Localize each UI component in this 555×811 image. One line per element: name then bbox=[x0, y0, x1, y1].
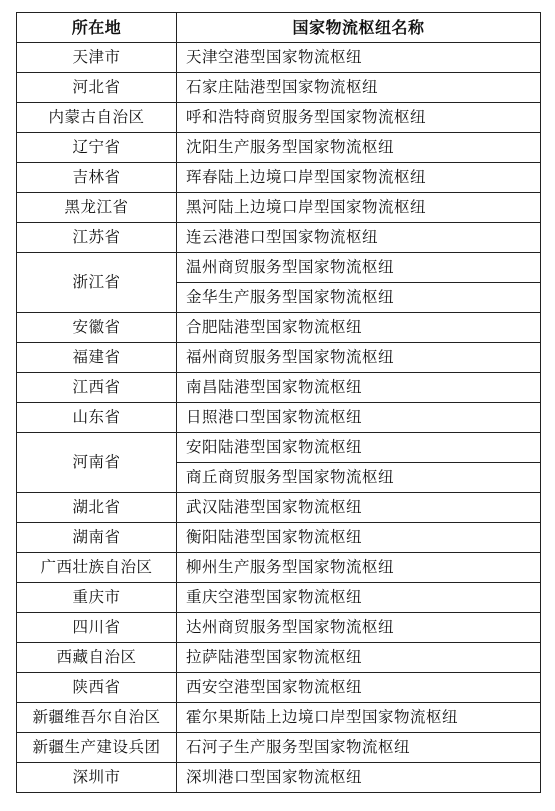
hub-name-cell: 天津空港型国家物流枢纽 bbox=[177, 43, 541, 73]
region-cell: 湖南省 bbox=[17, 523, 177, 553]
hub-name-cell: 珲春陆上边境口岸型国家物流枢纽 bbox=[177, 163, 541, 193]
table-row bbox=[17, 223, 541, 253]
region-cell: 西藏自治区 bbox=[17, 643, 177, 673]
table-row bbox=[17, 433, 541, 463]
table-row bbox=[17, 403, 541, 433]
region-cell: 湖北省 bbox=[17, 493, 177, 523]
hub-name-cell: 柳州生产服务型国家物流枢纽 bbox=[177, 553, 541, 583]
hub-name-cell: 武汉陆港型国家物流枢纽 bbox=[177, 493, 541, 523]
table-row bbox=[17, 613, 541, 643]
table-row bbox=[17, 553, 541, 583]
table-row bbox=[17, 103, 541, 133]
hub-name-cell: 重庆空港型国家物流枢纽 bbox=[177, 583, 541, 613]
table-row bbox=[17, 643, 541, 673]
table-row bbox=[17, 493, 541, 523]
table-row bbox=[17, 523, 541, 553]
region-cell: 河北省 bbox=[17, 73, 177, 103]
table-row bbox=[17, 343, 541, 373]
table-row bbox=[17, 43, 541, 73]
table-row bbox=[17, 73, 541, 103]
region-cell: 福建省 bbox=[17, 343, 177, 373]
region-cell: 江苏省 bbox=[17, 223, 177, 253]
hub-name-cell: 商丘商贸服务型国家物流枢纽 bbox=[177, 463, 541, 493]
hub-name-cell: 沈阳生产服务型国家物流枢纽 bbox=[177, 133, 541, 163]
table-row bbox=[17, 673, 541, 703]
hub-name-cell: 霍尔果斯陆上边境口岸型国家物流枢纽 bbox=[177, 703, 541, 733]
region-cell: 吉林省 bbox=[17, 163, 177, 193]
hub-name-cell: 达州商贸服务型国家物流枢纽 bbox=[177, 613, 541, 643]
region-cell: 广西壮族自治区 bbox=[17, 553, 177, 583]
table-row bbox=[17, 763, 541, 793]
hub-name-cell: 连云港港口型国家物流枢纽 bbox=[177, 223, 541, 253]
hub-name-cell: 拉萨陆港型国家物流枢纽 bbox=[177, 643, 541, 673]
hub-name-cell: 金华生产服务型国家物流枢纽 bbox=[177, 283, 541, 313]
hub-name-cell: 衡阳陆港型国家物流枢纽 bbox=[177, 523, 541, 553]
region-cell: 浙江省 bbox=[17, 253, 177, 313]
region-cell: 新疆生产建设兵团 bbox=[17, 733, 177, 763]
hub-name-cell: 石河子生产服务型国家物流枢纽 bbox=[177, 733, 541, 763]
region-cell: 河南省 bbox=[17, 433, 177, 493]
hub-name-cell: 深圳港口型国家物流枢纽 bbox=[177, 763, 541, 793]
header-row bbox=[17, 13, 541, 43]
table-container bbox=[16, 12, 540, 793]
hub-name-cell: 温州商贸服务型国家物流枢纽 bbox=[177, 253, 541, 283]
header-hub-name: 国家物流枢纽名称 bbox=[177, 13, 541, 43]
hub-name-cell: 西安空港型国家物流枢纽 bbox=[177, 673, 541, 703]
region-cell: 四川省 bbox=[17, 613, 177, 643]
region-cell: 安徽省 bbox=[17, 313, 177, 343]
header-region: 所在地 bbox=[17, 13, 177, 43]
region-cell: 山东省 bbox=[17, 403, 177, 433]
hub-name-cell: 日照港口型国家物流枢纽 bbox=[177, 403, 541, 433]
hub-name-cell: 南昌陆港型国家物流枢纽 bbox=[177, 373, 541, 403]
region-cell: 黑龙江省 bbox=[17, 193, 177, 223]
region-cell: 深圳市 bbox=[17, 763, 177, 793]
region-cell: 重庆市 bbox=[17, 583, 177, 613]
region-cell: 天津市 bbox=[17, 43, 177, 73]
table-row bbox=[17, 253, 541, 283]
region-cell: 辽宁省 bbox=[17, 133, 177, 163]
table-row bbox=[17, 313, 541, 343]
table-row bbox=[17, 133, 541, 163]
region-cell: 内蒙古自治区 bbox=[17, 103, 177, 133]
region-cell: 新疆维吾尔自治区 bbox=[17, 703, 177, 733]
table-row bbox=[17, 193, 541, 223]
hub-name-cell: 安阳陆港型国家物流枢纽 bbox=[177, 433, 541, 463]
hub-name-cell: 黑河陆上边境口岸型国家物流枢纽 bbox=[177, 193, 541, 223]
hub-name-cell: 合肥陆港型国家物流枢纽 bbox=[177, 313, 541, 343]
table-row bbox=[17, 583, 541, 613]
table-row bbox=[17, 373, 541, 403]
hub-name-cell: 福州商贸服务型国家物流枢纽 bbox=[177, 343, 541, 373]
table-body bbox=[17, 43, 541, 793]
table-row bbox=[17, 703, 541, 733]
hub-name-cell: 呼和浩特商贸服务型国家物流枢纽 bbox=[177, 103, 541, 133]
table-row bbox=[17, 733, 541, 763]
region-cell: 陕西省 bbox=[17, 673, 177, 703]
table-row bbox=[17, 163, 541, 193]
logistics-hub-table bbox=[16, 12, 541, 793]
region-cell: 江西省 bbox=[17, 373, 177, 403]
hub-name-cell: 石家庄陆港型国家物流枢纽 bbox=[177, 73, 541, 103]
